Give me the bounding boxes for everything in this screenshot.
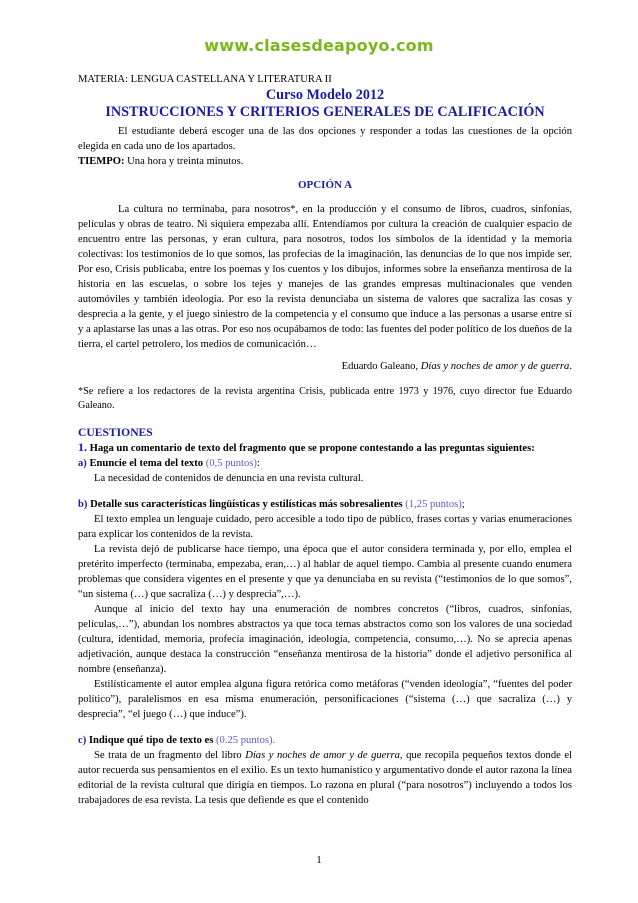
question-b-text: Detalle sus características lingüísticas y estilísticas más sobresalientes xyxy=(87,499,406,510)
instructions-text: El estudiante deberá escoger una de las dos opciones y responder a todas las cuestiones de la opción elegida en cada uno de los apartados. xyxy=(78,126,572,152)
question-b xyxy=(78,497,572,512)
question-1-text: Haga un comentario de texto del fragmento que se propone contestando a las preguntas siguientes: xyxy=(87,443,535,454)
question-a-end: : xyxy=(256,458,260,469)
instructions-title: INSTRUCCIONES Y CRITERIOS GENERALES DE CALIFICACIÓN xyxy=(105,104,545,120)
question-1-number: 1. xyxy=(78,440,87,454)
question-c-points: (0.25 puntos). xyxy=(216,735,276,746)
question-a-letter: a) xyxy=(78,458,87,469)
page-number: 1 xyxy=(316,854,322,866)
answer-c-body: , que recopila pequeños textos donde el autor recuerda sus pensamientos en el exilio. Es un texto humanístico y argumentativo donde el autor razona la línea editorial de la revista cultural que dirigía en tiempos. Lo razona en plural (“para nosotros”) incluyendo a todos los trabajadores de esa revista. La tesis que defiende es que el contenido xyxy=(78,750,572,806)
question-a-points: (0,5 puntos) xyxy=(205,458,257,469)
questions-heading: CUESTIONES xyxy=(78,426,153,439)
question-b-letter: b) xyxy=(78,499,88,510)
question-a-text: Enuncie el tema del texto xyxy=(86,458,206,469)
document-body xyxy=(78,72,572,808)
question-b-end: ; xyxy=(461,499,465,510)
question-a xyxy=(78,456,572,471)
question-b-points: (1,25 puntos) xyxy=(405,499,462,510)
answer-a: La necesidad de contenidos de denuncia en una revista cultural. xyxy=(94,473,364,484)
answer-b-paragraph-3: Aunque al inicio del texto hay una enumeración de nombres concretos (“libros, cuadros, sinfonías, películas,…”), abundan los nombres abstractos ya que toca temas abstractos como son los valores de una sociedad (cultura, identidad, memoria, profecía imaginación, ideología, competencia, consumo,…). No se aprecia apenas adjetivación, aunque destaca la construcción “enseñanza mentirosa de la historia” donde el adjetivo personifica al nombre (enseñanza). xyxy=(78,604,572,675)
question-c xyxy=(78,733,572,748)
question-c-letter: c) xyxy=(78,735,87,746)
answer-c-intro: Se trata de un fragmento del libro xyxy=(94,750,246,761)
passage-text: La cultura no terminaba, para nosotros*, en la producción y el consumo de libros, cuadros, sinfonías, películas y obras de teatro. Ni siquiera empezaba allí. Entendíamos por cultura la creación de cualquier espacio de encuentro entre las personas, y eran cultura, para nosotros, todos los símbolos de la identidad y la memoria colectivas: los testimonios de lo que somos, las profecías de la imaginación, las denuncias de lo que nos impide ser. Por eso, Crisis publicaba, entre los poemas y los cuentos y los dibujos, informes sobre la enseñanza mentirosa de la historia en las escuelas, o sobre los tejes y manejes de las grandes empresas multinacionales que venden automóviles y también ideología. Por eso la revista denunciaba un sistema de valores que sacraliza las cosas y desprecia a la gente, y el juego siniestro de la competencia y el consumo que induce a las personas a usarse entre sí y a aplastarse las unas a las otras. Por eso nos ocupábamos de todo: las fuentes del poder político de los dueños de la tierra, el cartel petrolero, los medios de comunicación… xyxy=(78,204,572,350)
site-watermark[interactable]: www.clasesdeapoyo.com xyxy=(204,36,434,55)
author-end: . xyxy=(569,361,572,372)
author-name: Eduardo Galeano, xyxy=(341,361,421,372)
time-line xyxy=(78,154,572,169)
answer-c-paragraph-1 xyxy=(78,748,572,808)
course-title: Curso Modelo 2012 xyxy=(265,87,385,103)
time-value: Una hora y treinta minutos. xyxy=(124,156,244,167)
subject-line: MATERIA: LENGUA CASTELLANA Y LITERATURA II xyxy=(78,74,332,85)
question-c-text: Indique qué tipo de texto es xyxy=(86,735,217,746)
answer-b-paragraph-1: El texto emplea un lenguaje cuidado, pero accesible a todo tipo de público, frases cortas y varias enumeraciones para explicar los contenidos de la revista. xyxy=(78,514,572,540)
option-heading: OPCIÓN A xyxy=(297,179,353,191)
time-label: TIEMPO: xyxy=(78,156,125,167)
answer-b-paragraph-4: Estilísticamente el autor emplea alguna figura retórica como metáforas (“venden ideología”, “fuentes del poder político”), paralelismos en esa misma enumeración, personificaciones (“sistema (…) que sacraliza (…) y desprecia”, “el juego (…) que induce”). xyxy=(78,679,572,720)
question-1 xyxy=(78,440,572,456)
author-work: Días y noches de amor y de guerra xyxy=(420,361,570,372)
answer-c-work: Días y noches de amor y de guerra xyxy=(245,750,400,761)
footnote: *Se refiere a los redactores de la revista argentina Crisis, publicada entre 1973 y 1976, cuyo director fue Eduardo Galeano. xyxy=(78,386,572,411)
passage-author xyxy=(78,359,572,374)
answer-b-paragraph-2: La revista dejó de publicarse hace tiempo, una época que el autor considera terminada y, por ello, emplea el pretérito imperfecto (terminaba, empezaba, eran,…) al hablar de aquel tiempo. Cambia al presente cuando enumera problemas que considera vigentes en el presente y que ya denunciaba en su revista (“testimonios de lo que somos”, “un sistema (…) que sacraliza (…) y desprecia”,…). xyxy=(78,544,572,600)
